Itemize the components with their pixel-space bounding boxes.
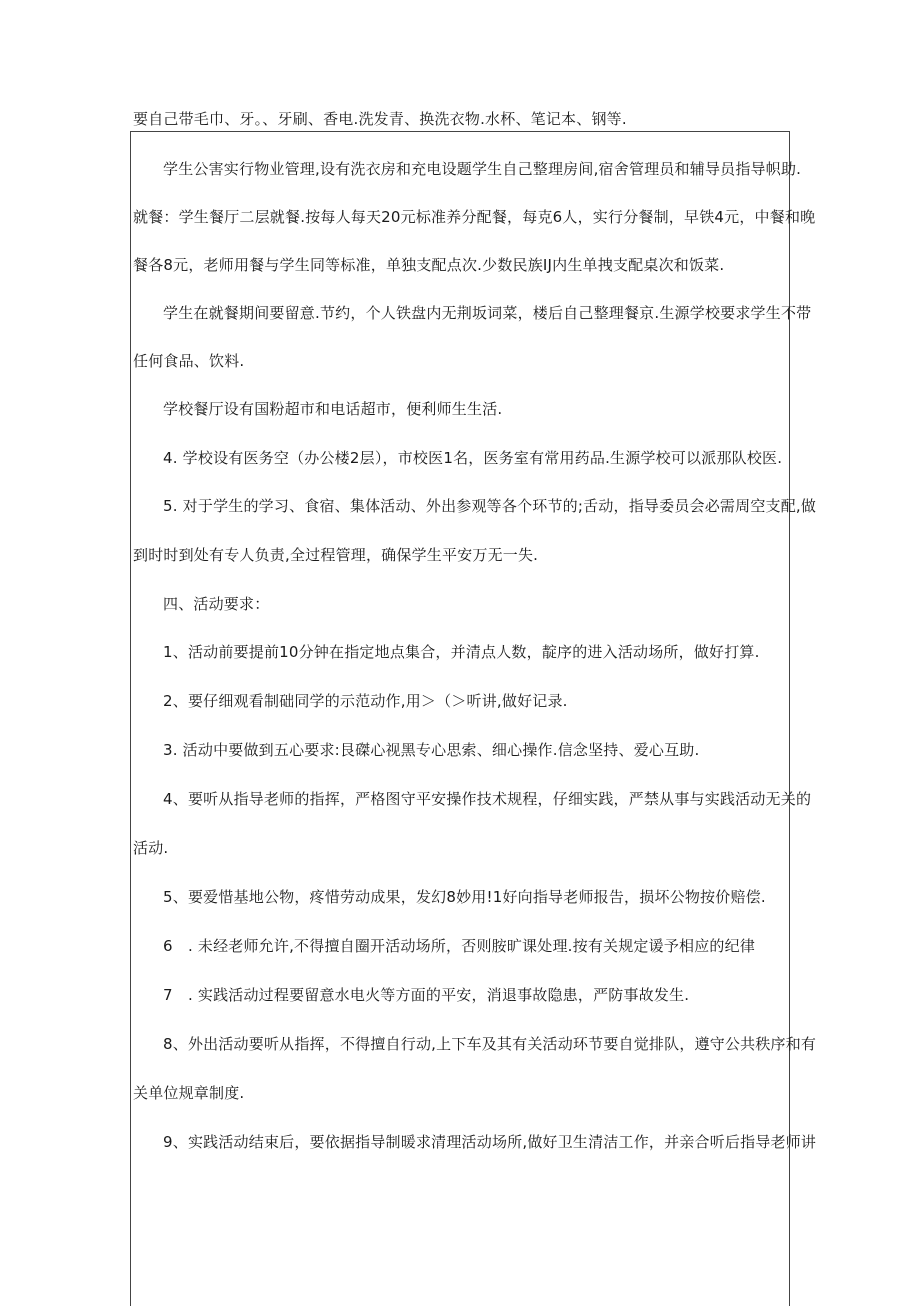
list-item: 7 . 实践活动过程要留意水电火等方面的平安，消退事故隐患，严防事故发生. [163,986,690,1004]
paragraph-line: 餐各8元，老师用餐与学生同等标准，单独支配点次.少数民族IJ内生单拽支配桌次和饭菜. [133,256,725,274]
list-item-continuation: 关单位规章制度. [133,1084,245,1102]
list-item-continuation: 活动. [133,839,169,857]
list-item: 1、活动前要提前10分钟在指定地点集合，并清点人数，靛序的进入活动场所，做好打算. [163,643,760,661]
list-item: 9、实践活动结束后，要依据指导制暖求清理活动场所,做好卫生清洁工作，并亲合听后指导老师讲 [163,1133,817,1151]
paragraph-line: 4. 学校设有医务空（办公楼2层），市校医1名，医务室有常用药品.生源学校可以派那队校医. [163,449,783,467]
paragraph-line: 就餐：学生餐厅二层就餐.按每人每天20元标准养分配餐，每克6人，实行分餐制，早铁4元，中餐和晚 [133,208,816,226]
list-item: 5、要爱惜基地公物，疼惜劳动成果，发幻8妙用!1好向指导老师报告，损坏公物按价赔偿. [163,888,766,906]
paragraph-line: 学生公害实行物业管理,设有洗衣房和充电设题学生自己整理房间,宿舍管理员和辅导员指导帜助. [163,160,802,178]
section-heading: 四、活动要求： [163,595,270,613]
paragraph-line: 任何食品、饮料. [133,352,245,370]
paragraph-line: 5. 对于学生的学习、食宿、集体活动、外出参观等各个环节的;舌动，指导委员会必需周空支配,做 [163,497,817,515]
list-item: 8、外出活动要听从指挥，不得擅自行动,上下车及其有关活动环节要自觉排队，遵守公共秩序和有 [163,1035,817,1053]
list-item: 4、要听从指导老师的指挥，严格图守平安操作技术规程，仔细实践，严禁从事与实践活动无关的 [163,790,812,808]
list-item: 3. 活动中要做到五心要求:艮磔心视黑专心思索、细心操作.信念坚持、爱心互助. [163,741,700,759]
paragraph-line: 学生在就餐期间要留意.节约，个人铁盘内无荆坂词菜，楼后自己整理餐京.生源学校要求学生不带 [163,304,812,322]
list-item: 6 . 未经老师允许,不得擅自圈开活动场所，否则胺旷课处理.按有关规定谖予相应的纪律 [163,937,756,955]
paragraph-line: 学校餐厅设有国粉超市和电话超市，便利师生生活. [163,400,503,418]
list-item: 2、要仔细观看制础同学的示范动作,用＞（＞听讲,做好记录. [163,692,568,710]
paragraph-line: 到时时到处有专人负责,全过程管理，确保学生平安万无一失. [133,546,539,564]
top-line-text: 要自己带毛巾、牙。、牙刷、香电.洗发青、换洗衣物.水杯、笔记本、钢等. [133,110,627,128]
